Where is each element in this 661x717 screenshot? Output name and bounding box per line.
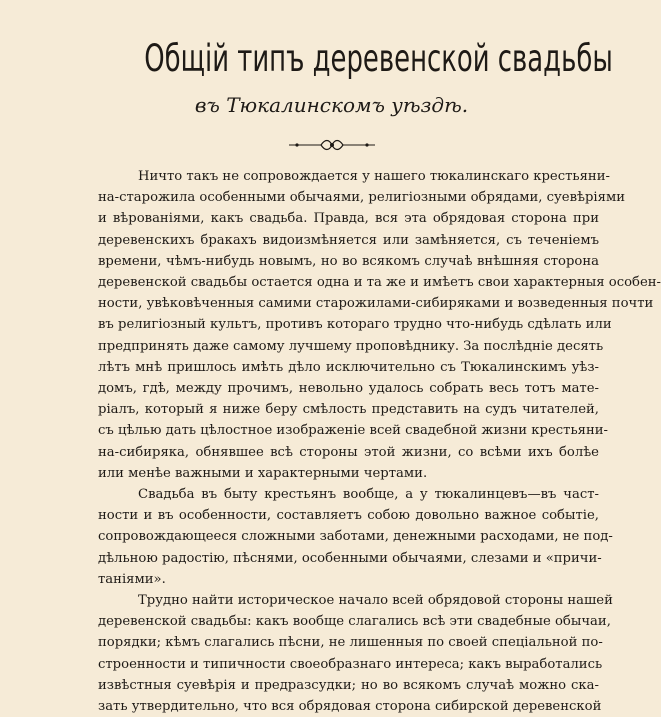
text-line: Ничто такъ не сопровождается у нашего тюкалинскаго крестьяни- — [138, 169, 610, 184]
text-line: домъ, гдѣ, между прочимъ, невольно удалось собрать весь тотъ мате- — [98, 381, 599, 397]
decorative-flourish-icon — [287, 138, 377, 152]
text-line: времени, чѣмъ-нибудь новымъ, но во всякомъ случаѣ внѣшняя сторона — [98, 253, 599, 269]
text-line: деревенской свадьбы остается одна и та же и имѣетъ свои характерныя особен- — [98, 275, 661, 291]
text-line: таніями». — [98, 571, 166, 587]
text-line: порядки; кѣмъ слагались пѣсни, не лишенныя по своей спеціальной по- — [98, 635, 603, 651]
text-line: зать утвердительно, что вся обрядовая сторона сибирской деревенской — [98, 699, 602, 715]
text-line: Трудно найти историческое начало всей обрядовой стороны нашей — [138, 593, 613, 609]
text-line: деревенской свадьбы: какъ вообще слагались всѣ эти свадебные обычаи, — [98, 614, 611, 630]
text-line: строенности и типичности своеобразнаго интереса; какъ выработались — [98, 656, 603, 672]
text-line: съ цѣлью дать цѣлостное изображеніе всей свадебной жизни крестьяни- — [98, 423, 608, 439]
text-line: предпринять даже самому лучшему проповѣднику. За послѣдніе десять — [98, 338, 604, 354]
text-line: извѣстныя суевѣрія и предразсудки; но во всякомъ случаѣ можно ска- — [98, 677, 599, 693]
text-line: ности и въ особенности, составляетъ собою довольно важное событіе, — [98, 508, 599, 524]
text-line: и вѣрованіями, какъ свадьба. Правда, вся эта обрядовая сторона при — [98, 211, 599, 227]
document-body — [64, 166, 661, 717]
text-line: сопровождающееся сложными заботами, денежными расходами, не под- — [98, 529, 613, 545]
text-line: на-сибиряка, обнявшее всѣ стороны этой жизни, со всѣми ихъ болѣе — [98, 444, 599, 460]
text-line: ріалъ, который я ниже беру смѣлость представить на судъ читателей, — [98, 402, 599, 418]
text-line: въ религіозный культъ, противъ котораго трудно что-нибудь сдѣлать или — [98, 317, 612, 333]
paragraph — [64, 484, 613, 590]
text-line: ности, увѣковѣченныя самими старожилами-сибиряками и возведенныя почти — [98, 296, 654, 312]
text-line: на-старожила особенными обычаями, религіозными обрядами, суевѣріями — [98, 190, 626, 206]
paragraph — [64, 166, 661, 484]
text-line: дѣльною радостію, пѣснями, особенными обычаями, слезами и «причи- — [98, 550, 602, 566]
text-line: или менѣе важными и характерными чертами. — [98, 465, 428, 481]
paragraph — [64, 590, 613, 717]
text-line: деревенскихъ бракахъ видоизмѣняется или замѣняется, съ теченіемъ — [98, 232, 599, 248]
document-subtitle: въ Тюкалинскомъ уѣздѣ. — [194, 93, 469, 117]
document-title: Общій типъ деревенской свадьбы — [144, 37, 613, 80]
text-line: Свадьба въ быту крестьянъ вообще, а у тюкалинцевъ—въ част- — [138, 487, 599, 503]
text-line: лѣтъ мнѣ пришлось имѣть дѣло исключительно съ Тюкалинскимъ уѣз- — [98, 359, 599, 375]
